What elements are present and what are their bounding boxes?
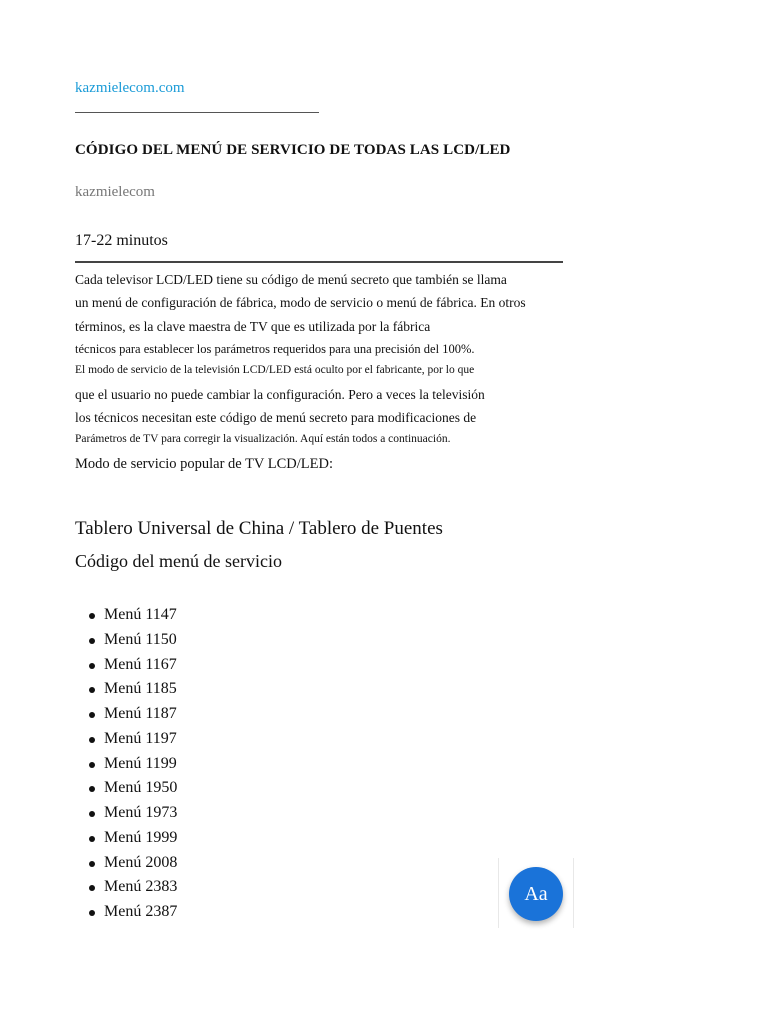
list-item [75, 776, 177, 801]
bullet-icon [89, 786, 95, 792]
menu-code: Menú 1197 [104, 729, 177, 747]
menu-code: Menú 1973 [104, 804, 178, 821]
list-item [75, 801, 177, 826]
article-author: kazmielecom [75, 184, 155, 200]
bullet-icon [89, 663, 95, 669]
body-line: Parámetros de TV para corregir la visualización. Aquí están todos a continuación. [75, 433, 451, 445]
body-line: técnicos para establecer los parámetros requeridos para una precisión del 100%. [75, 342, 475, 356]
menu-code: Menú 1147 [104, 606, 177, 623]
bullet-icon [89, 811, 95, 817]
site-link[interactable]: kazmielecom.com [75, 80, 185, 96]
body-line: términos, es la clave maestra de TV que es utilizada por la fábrica [75, 319, 431, 334]
bullet-icon [89, 861, 95, 867]
menu-code: Menú 2387 [104, 903, 178, 920]
list-item [75, 653, 177, 678]
list-item [75, 702, 177, 727]
list-item [75, 826, 177, 851]
list-item [75, 875, 177, 900]
list-item [75, 677, 177, 702]
bullet-icon [89, 687, 95, 693]
menu-code: Menú 1999 [104, 828, 178, 846]
list-item [75, 900, 177, 925]
menu-code: Menú 1187 [104, 705, 177, 722]
article-title: CÓDIGO DEL MENÚ DE SERVICIO DE TODAS LAS LCD/LED [75, 142, 511, 158]
menu-code: Menú 1950 [104, 779, 178, 797]
body-line: El modo de servicio de la televisión LCD/LED está oculto por el fabricante, por lo que [75, 364, 475, 376]
menu-code: Menú 2008 [104, 853, 178, 871]
section-subheading: Código del menú de servicio [75, 551, 282, 571]
body-line: un menú de configuración de fábrica, modo de servicio o menú de fábrica. En otros [75, 295, 526, 310]
list-item [75, 628, 177, 653]
section-heading: Tablero Universal de China / Tablero de Puentes [75, 518, 443, 539]
menu-code-list [75, 603, 177, 925]
title-divider [75, 261, 563, 263]
bullet-icon [89, 712, 95, 718]
list-item [75, 727, 177, 752]
bullet-icon [89, 910, 95, 916]
list-item [75, 752, 177, 777]
list-item [75, 851, 177, 876]
menu-code: Menú 2383 [104, 878, 178, 896]
font-settings-button[interactable]: Aa [509, 867, 563, 921]
menu-code: Menú 1185 [104, 680, 177, 698]
read-time: 17-22 minutos [75, 232, 168, 249]
font-settings-container [498, 858, 574, 928]
menu-code: Menú 1199 [104, 754, 177, 772]
list-item [75, 603, 177, 628]
body-line: los técnicos necesitan este código de menú secreto para modificaciones de [75, 410, 477, 425]
bullet-icon [89, 885, 95, 891]
bullet-icon [89, 836, 95, 842]
body-line: Cada televisor LCD/LED tiene su código de menú secreto que también se llama [75, 272, 507, 287]
body-line: Modo de servicio popular de TV LCD/LED: [75, 456, 334, 472]
bullet-icon [89, 638, 95, 644]
bullet-icon [89, 762, 95, 768]
body-line: que el usuario no puede cambiar la configuración. Pero a veces la televisión [75, 387, 485, 402]
header-divider [75, 112, 319, 113]
menu-code: Menú 1167 [104, 655, 177, 673]
bullet-icon [89, 737, 95, 743]
bullet-icon [89, 613, 95, 619]
menu-code: Menú 1150 [104, 630, 177, 648]
